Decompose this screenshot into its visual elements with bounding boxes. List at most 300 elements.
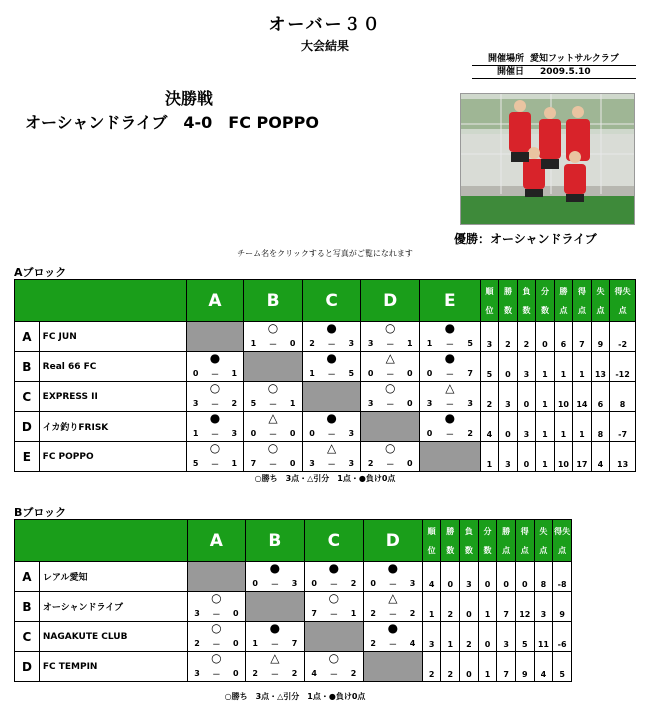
stat-value: 9 <box>591 322 610 352</box>
stat-value: 1 <box>536 442 555 472</box>
match-score <box>361 399 419 410</box>
score-dash: － <box>329 670 338 679</box>
match-result-cell <box>304 562 363 592</box>
stat-value: 1 <box>536 352 555 382</box>
score-dash: － <box>212 610 221 619</box>
match-result-cell <box>244 442 303 472</box>
table-row <box>15 352 636 382</box>
match-score <box>303 459 361 470</box>
stat-value: 3 <box>422 622 441 652</box>
stat-value: 17 <box>573 442 592 472</box>
match-score <box>303 369 361 380</box>
score-for: 3 <box>367 339 374 348</box>
stat-header-text: 位 <box>485 305 494 315</box>
stat-value: 2 <box>499 322 518 352</box>
stat-header-text: 点 <box>558 545 567 555</box>
result-mark: ○ <box>267 441 279 455</box>
self-match-cell <box>186 322 244 352</box>
result-mark: ● <box>444 351 456 365</box>
result-mark: ● <box>326 321 337 335</box>
match-score <box>244 459 302 470</box>
stat-header <box>499 280 518 322</box>
match-result-cell <box>244 382 303 412</box>
match-result-cell <box>302 322 361 352</box>
table-row <box>15 592 572 622</box>
stat-header <box>534 520 553 562</box>
match-score <box>244 339 302 350</box>
match-result-cell <box>420 352 481 382</box>
score-dash: － <box>445 400 454 409</box>
stat-value: 1 <box>536 382 555 412</box>
match-result-cell <box>186 352 244 382</box>
stat-header <box>610 280 636 322</box>
score-dash: － <box>386 340 395 349</box>
stat-header-text: 得 <box>577 286 586 296</box>
score-against: 0 <box>289 459 296 468</box>
stat-value: 5 <box>480 352 499 382</box>
table-row <box>15 382 636 412</box>
score-dash: － <box>212 670 221 679</box>
score-for: 0 <box>192 369 199 378</box>
column-header-b: B <box>244 280 303 322</box>
score-dash: － <box>386 370 395 379</box>
score-for: 0 <box>426 369 433 378</box>
score-for: 5 <box>192 459 199 468</box>
result-mark: ○ <box>328 651 340 665</box>
result-mark: ○ <box>267 321 279 335</box>
score-for: 3 <box>367 399 374 408</box>
match-score <box>303 429 361 440</box>
score-for: 0 <box>250 429 257 438</box>
score-against: 3 <box>348 339 355 348</box>
stat-header-text: 勝 <box>559 286 568 296</box>
stat-value: 3 <box>499 442 518 472</box>
score-dash: － <box>327 370 336 379</box>
score-for: 0 <box>426 429 433 438</box>
score-for: 3 <box>309 459 315 468</box>
score-against: 2 <box>350 669 357 678</box>
match-result-cell <box>363 622 422 652</box>
stat-value: 1 <box>478 592 497 622</box>
table-row <box>15 562 572 592</box>
self-match-cell <box>420 442 481 472</box>
score-dash: － <box>329 610 338 619</box>
date-row <box>472 66 636 79</box>
match-score <box>361 339 419 350</box>
header-corner <box>15 520 188 562</box>
stat-value: 0 <box>478 562 497 592</box>
stat-value: 14 <box>573 382 592 412</box>
column-header-c: C <box>304 520 363 562</box>
result-mark: ● <box>209 411 221 425</box>
stat-value: 6 <box>554 322 573 352</box>
score-for: 1 <box>252 639 258 648</box>
score-dash: － <box>269 460 278 469</box>
stat-value: 4 <box>480 412 499 442</box>
stat-value: 0 <box>478 622 497 652</box>
score-against: 5 <box>348 369 355 378</box>
score-for: 2 <box>367 459 374 468</box>
stat-value: -8 <box>553 562 572 592</box>
column-header-c: C <box>302 280 361 322</box>
self-match-cell <box>363 652 422 682</box>
result-mark: ● <box>387 621 399 635</box>
stat-value: 1 <box>478 652 497 682</box>
stat-header-text: 点 <box>520 545 529 555</box>
table-row <box>15 622 572 652</box>
stat-header-text: 勝 <box>446 526 455 536</box>
match-result-cell <box>363 592 422 622</box>
block-a-label: Aブロック <box>14 266 67 279</box>
score-against: 4 <box>409 639 416 648</box>
result-mark: ○ <box>211 621 222 635</box>
result-mark: △ <box>270 651 280 665</box>
table-header-row <box>15 280 636 322</box>
match-result-cell <box>302 442 361 472</box>
result-mark: △ <box>385 351 395 365</box>
match-score <box>420 369 480 380</box>
score-dash: － <box>270 670 279 679</box>
stat-header <box>441 520 460 562</box>
match-result-cell <box>187 592 245 622</box>
match-result-cell <box>302 352 361 382</box>
match-score <box>361 459 419 470</box>
match-result-cell <box>244 322 303 352</box>
score-against: 0 <box>232 669 239 678</box>
stat-value: 5 <box>553 652 572 682</box>
column-header-a: A <box>186 280 244 322</box>
result-mark: ● <box>444 321 456 335</box>
result-mark: △ <box>268 411 278 425</box>
stat-header <box>497 520 516 562</box>
stat-header-text: 数 <box>522 305 531 315</box>
stat-header-text: 負 <box>522 286 531 296</box>
stat-value: 1 <box>480 442 499 472</box>
team-name-link[interactable]: NAGAKUTE CLUB <box>39 622 187 652</box>
score-for: 0 <box>311 579 317 588</box>
date-label: 開催日 <box>496 67 524 77</box>
score-dash: － <box>270 580 279 589</box>
result-mark: △ <box>388 591 398 605</box>
stat-header <box>422 520 441 562</box>
score-for: 1 <box>250 339 257 348</box>
score-against: 2 <box>291 669 298 678</box>
match-score <box>420 399 480 410</box>
match-score <box>305 609 363 620</box>
match-score <box>303 339 361 350</box>
stat-value: 1 <box>573 412 592 442</box>
score-for: 3 <box>192 399 199 408</box>
stat-header-text: 失 <box>596 286 605 296</box>
score-for: 0 <box>252 579 258 588</box>
stat-value: 2 <box>441 652 460 682</box>
stat-value: 0 <box>517 442 536 472</box>
score-against: 7 <box>291 639 298 648</box>
match-result-cell <box>244 412 303 442</box>
result-mark: ○ <box>384 441 396 455</box>
match-result-cell <box>361 382 420 412</box>
stat-value: 4 <box>422 562 441 592</box>
match-result-cell <box>363 562 422 592</box>
match-result-cell <box>420 412 481 442</box>
block-b-label: Bブロック <box>14 506 67 519</box>
stat-header-text: 数 <box>446 545 455 555</box>
result-mark: ● <box>269 621 281 635</box>
date-value: 2009.5.10 <box>540 67 591 77</box>
stat-header-text: 順 <box>427 526 436 536</box>
score-against: 3 <box>348 459 355 468</box>
page-title: オーバー３０ <box>268 15 382 35</box>
stat-header-text: 数 <box>464 545 473 555</box>
stat-value: 0 <box>497 562 516 592</box>
match-result-cell <box>361 352 420 382</box>
score-dash: － <box>210 460 219 469</box>
score-dash: － <box>210 370 219 379</box>
result-mark: ● <box>326 351 337 365</box>
score-against: 3 <box>291 579 298 588</box>
score-dash: － <box>445 370 454 379</box>
result-mark: ○ <box>384 381 396 395</box>
score-for: 4 <box>311 669 317 678</box>
score-for: 3 <box>194 609 200 618</box>
stat-value: 2 <box>441 592 460 622</box>
result-mark: ○ <box>209 441 221 455</box>
stat-header-text: 勝 <box>503 286 512 296</box>
stat-value: 7 <box>497 652 516 682</box>
stat-header-text: 位 <box>427 545 436 555</box>
score-for: 7 <box>311 609 317 618</box>
stat-value: 2 <box>480 382 499 412</box>
stat-value: 2 <box>460 622 479 652</box>
score-dash: － <box>269 430 278 439</box>
stat-value: 10 <box>554 382 573 412</box>
block-a-table <box>14 279 636 472</box>
stat-value: 12 <box>515 592 534 622</box>
score-for: 5 <box>250 399 257 408</box>
page-subtitle: 大会結果 <box>300 39 349 53</box>
table-header-row <box>15 520 572 562</box>
team-name-link[interactable]: イカ釣りFRISK <box>39 412 186 442</box>
score-dash: － <box>388 640 397 649</box>
winner-caption: 優勝：オーシャンドライブ <box>454 232 597 246</box>
team-name-link[interactable]: FC POPPO <box>39 442 186 472</box>
stat-value: 0 <box>460 652 479 682</box>
match-score <box>364 639 422 650</box>
row-letter: C <box>15 382 40 412</box>
stat-header-text: 勝 <box>502 526 511 536</box>
score-for: 1 <box>192 429 199 438</box>
team-name-link[interactable]: FC JUN <box>39 322 186 352</box>
score-against: 7 <box>467 369 473 378</box>
final-score: オーシャンドライブ 4-0 FC POPPO <box>25 113 319 132</box>
score-dash: － <box>386 400 395 409</box>
match-result-cell <box>186 382 244 412</box>
venue-row <box>472 53 636 66</box>
stat-value: 2 <box>517 322 536 352</box>
team-name-link[interactable]: Real 66 FC <box>39 352 186 382</box>
stat-value: 3 <box>460 562 479 592</box>
match-score <box>246 579 304 590</box>
score-against: 0 <box>407 369 413 378</box>
score-against: 0 <box>407 399 413 408</box>
score-for: 7 <box>250 459 257 468</box>
result-mark: ● <box>444 411 456 425</box>
score-against: 3 <box>348 429 355 438</box>
match-result-cell <box>186 442 244 472</box>
stat-value: 0 <box>460 592 479 622</box>
result-mark: ○ <box>209 381 221 395</box>
column-header-b: B <box>245 520 304 562</box>
stat-header-text: 数 <box>483 545 492 555</box>
stat-header-text: 分 <box>540 286 549 296</box>
result-mark: ● <box>269 561 281 575</box>
stat-value: 1 <box>573 352 592 382</box>
stat-header <box>460 520 479 562</box>
stat-header-text: 点 <box>618 305 627 315</box>
stat-header-text: 得 <box>520 526 529 536</box>
stat-value: -6 <box>553 622 572 652</box>
stat-header-text: 点 <box>502 545 511 555</box>
stat-header-text: 分 <box>483 526 492 536</box>
result-mark: △ <box>445 381 455 395</box>
stat-header <box>591 280 610 322</box>
stat-header <box>573 280 592 322</box>
score-against: 1 <box>289 399 296 408</box>
match-result-cell <box>187 622 245 652</box>
match-score <box>188 609 245 620</box>
self-match-cell <box>304 622 363 652</box>
row-letter: A <box>15 562 40 592</box>
match-score <box>361 369 419 380</box>
score-against: 1 <box>231 369 238 378</box>
score-against: 3 <box>467 399 473 408</box>
score-dash: － <box>327 340 336 349</box>
column-header-d: D <box>363 520 422 562</box>
match-result-cell <box>361 322 420 352</box>
score-against: 3 <box>231 429 238 438</box>
score-for: 2 <box>370 639 376 648</box>
score-dash: － <box>329 580 338 589</box>
stat-header-text: 負 <box>464 526 473 536</box>
stat-header <box>480 280 499 322</box>
table-row <box>15 412 636 442</box>
match-score <box>187 459 244 470</box>
stat-value: 9 <box>553 592 572 622</box>
stat-value: 3 <box>517 352 536 382</box>
stat-value: 8 <box>534 562 553 592</box>
table-row <box>15 652 572 682</box>
match-result-cell <box>302 412 361 442</box>
score-dash: － <box>269 400 278 409</box>
stat-value: 10 <box>554 442 573 472</box>
score-dash: － <box>270 640 279 649</box>
match-score <box>246 639 304 650</box>
block-a-legend: ○勝ち 3点・△引分 1点・●負け0点 <box>254 474 396 483</box>
team-name-link[interactable]: オーシャンドライブ <box>39 592 187 622</box>
stat-header-text: 得失 <box>554 526 571 536</box>
match-score <box>187 429 244 440</box>
stat-value: 1 <box>536 412 555 442</box>
score-dash: － <box>445 430 454 439</box>
score-for: 0 <box>309 429 315 438</box>
self-match-cell <box>302 382 361 412</box>
stat-value: -2 <box>610 322 636 352</box>
row-letter: E <box>15 442 40 472</box>
stat-value: 0 <box>499 352 518 382</box>
score-dash: － <box>212 640 221 649</box>
column-header-e: E <box>420 280 481 322</box>
stat-value: 3 <box>534 592 553 622</box>
score-dash: － <box>388 610 397 619</box>
row-letter: C <box>15 622 40 652</box>
score-against: 0 <box>232 609 239 618</box>
match-score <box>420 339 480 350</box>
match-score <box>305 669 363 680</box>
score-against: 3 <box>409 579 416 588</box>
stat-value: 9 <box>515 652 534 682</box>
match-result-cell <box>304 652 363 682</box>
stat-value: 13 <box>610 442 636 472</box>
match-score <box>244 429 302 440</box>
stat-value: 8 <box>591 412 610 442</box>
team-name-link[interactable]: EXPRESS II <box>39 382 186 412</box>
match-result-cell <box>304 592 363 622</box>
match-result-cell <box>420 322 481 352</box>
stat-value: 11 <box>534 622 553 652</box>
row-letter: B <box>15 352 40 382</box>
score-against: 1 <box>231 459 238 468</box>
team-photo-image <box>461 94 634 224</box>
column-header-a: A <box>187 520 245 562</box>
row-letter: D <box>15 412 40 442</box>
stat-value: 1 <box>554 412 573 442</box>
stat-value: 4 <box>591 442 610 472</box>
stat-value: 0 <box>536 322 555 352</box>
self-match-cell <box>244 352 303 382</box>
table-row <box>15 442 636 472</box>
winner-team-photo[interactable] <box>460 93 635 225</box>
stat-value: 4 <box>534 652 553 682</box>
stat-value: 3 <box>499 382 518 412</box>
score-against: 0 <box>407 459 413 468</box>
table-row <box>15 322 636 352</box>
score-for: 3 <box>194 669 200 678</box>
stat-value: 7 <box>573 322 592 352</box>
stat-value: 0 <box>499 412 518 442</box>
stat-header-text: 点 <box>577 305 586 315</box>
team-name-link[interactable]: FC TEMPIN <box>39 652 187 682</box>
venue-value: 愛知フットサルクラブ <box>530 54 619 64</box>
stat-value: 6 <box>591 382 610 412</box>
score-for: 1 <box>309 369 315 378</box>
stat-value: -7 <box>610 412 636 442</box>
result-mark: ○ <box>211 591 222 605</box>
stat-header-text: 点 <box>559 305 568 315</box>
stat-header <box>517 280 536 322</box>
match-result-cell <box>245 562 304 592</box>
stat-value: 0 <box>441 562 460 592</box>
result-mark: △ <box>327 441 337 455</box>
result-mark: ● <box>209 351 221 365</box>
event-info <box>472 53 636 79</box>
self-match-cell <box>361 412 420 442</box>
row-letter: D <box>15 652 40 682</box>
score-dash: － <box>327 430 336 439</box>
stat-header-text: 点 <box>596 305 605 315</box>
team-name-link[interactable]: レアル愛知 <box>39 562 187 592</box>
stat-header-text: 数 <box>503 305 512 315</box>
stat-value: 8 <box>610 382 636 412</box>
